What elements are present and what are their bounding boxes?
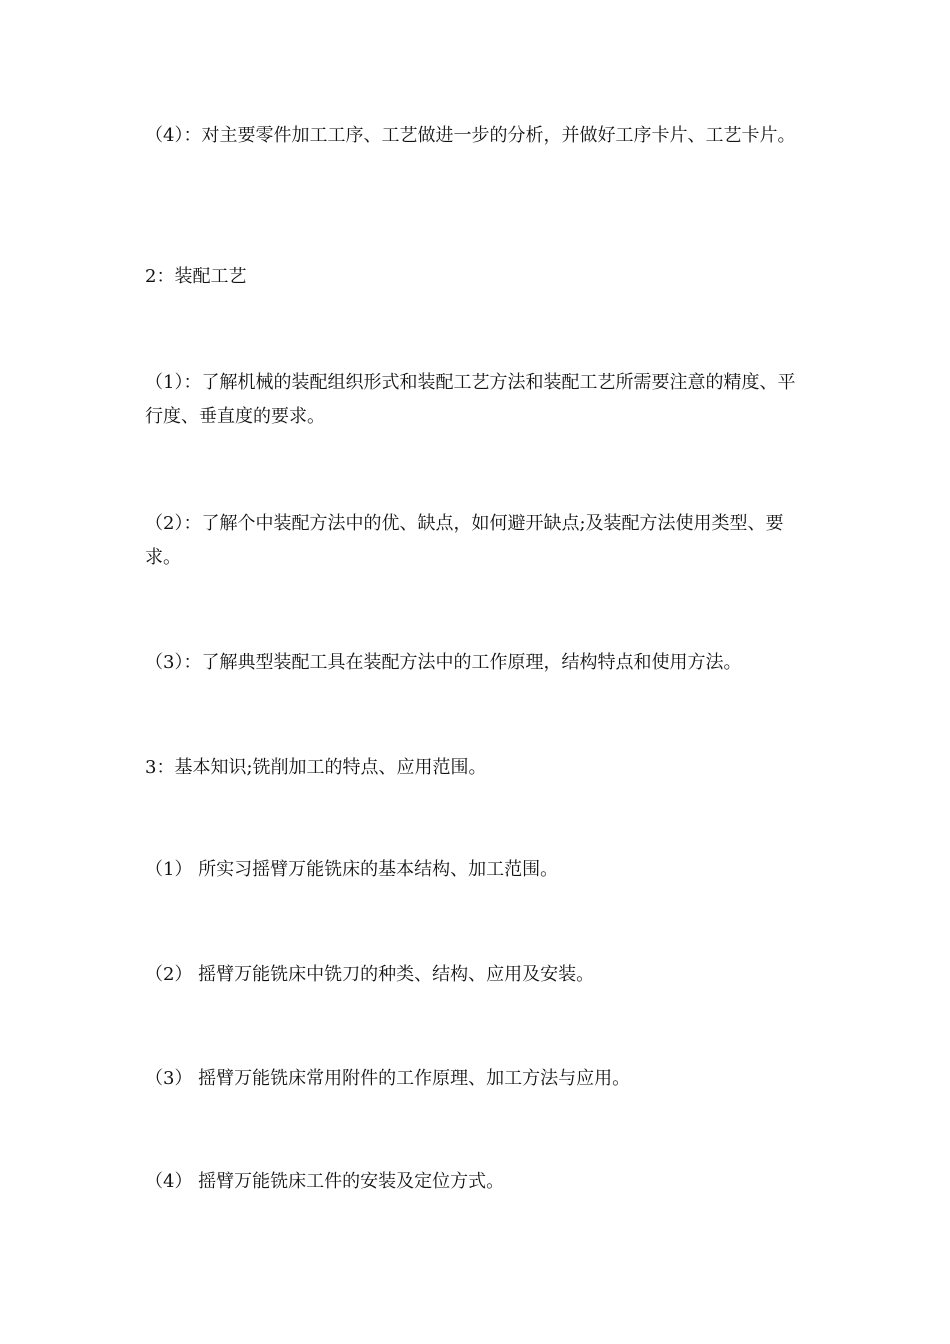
paragraph-item-3-milling-attachments: （3） 摇臂万能铣床常用附件的工作原理、加工方法与应用。 [145, 1068, 631, 1089]
paragraph-item-2-milling-cutters: （2） 摇臂万能铣床中铣刀的种类、结构、应用及安装。 [145, 964, 595, 985]
section-heading-basic-knowledge: 3：基本知识;铣削加工的特点、应用范围。 [145, 757, 487, 778]
paragraph-item-3-assembly-tools: （3）：了解典型装配工具在装配方法中的工作原理，结构特点和使用方法。 [145, 652, 742, 673]
section-heading-assembly-process: 2：装配工艺 [145, 266, 247, 287]
paragraph-item-4-workpiece-mounting: （4） 摇臂万能铣床工件的安装及定位方式。 [145, 1171, 505, 1192]
paragraph-item-4-process-analysis: （4）：对主要零件加工工序、工艺做进一步的分析，并做好工序卡片、工艺卡片。 [145, 125, 796, 146]
paragraph-item-2-assembly-methods: （2）：了解个中装配方法中的优、缺点，如何避开缺点;及装配方法使用类型、要求。 [145, 513, 784, 568]
paragraph-item-1-assembly-organization: （1）：了解机械的装配组织形式和装配工艺方法和装配工艺所需要注意的精度、平行度、垂直度的要求。 [145, 372, 796, 427]
paragraph-item-1-milling-structure: （1） 所实习摇臂万能铣床的基本结构、加工范围。 [145, 859, 559, 880]
